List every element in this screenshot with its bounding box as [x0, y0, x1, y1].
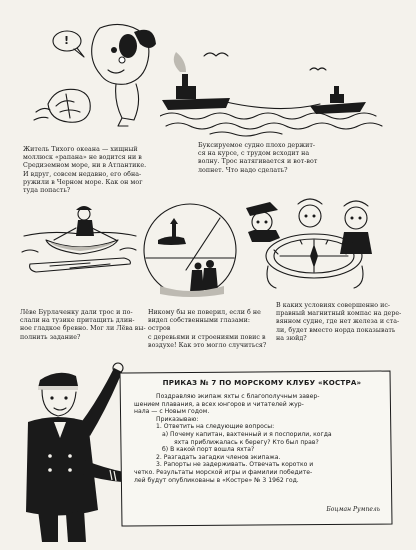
- order-item: лей будут опубликованы в «Костре» № 3 1962 год.: [134, 476, 299, 484]
- text-line: туда попасть?: [23, 187, 71, 195]
- text-line: Лёве Бурлаченку дали трос и по-: [20, 309, 133, 316]
- text-line: ли, будет вместо норда показывать: [276, 326, 396, 334]
- text-line: ное гладкое бревно. Мог ли Лёва вы-: [20, 325, 146, 333]
- illustration-dog-rapana: [30, 22, 158, 134]
- order-item: четко. Результаты морской игры и фамилии победите-: [134, 468, 313, 476]
- text-line: полнить задание?: [20, 333, 81, 341]
- order-intro-line: нала — с Новым годом.: [134, 408, 210, 416]
- illustration-boys-compass: [240, 194, 380, 294]
- text-line: ружили в Черном море. Как он мог: [23, 178, 143, 186]
- text-line: слали на тузике притащить длин-: [20, 317, 135, 325]
- order-item: 2. Разгадать загадки членов экипажа.: [156, 453, 281, 461]
- puzzle-towing-text: [198, 142, 358, 175]
- speech-exclamation: !: [64, 34, 70, 47]
- order-title: ПРИКАЗ № 7 ПО МОРСКОМУ КЛУБУ «КОСТРА»: [162, 378, 362, 387]
- text-line: ся на курсе, с трудом всходит на: [198, 150, 310, 158]
- text-line: воздухе! Как это могло случиться?: [148, 341, 267, 349]
- text-line: правный магнитный компас на дере-: [276, 310, 402, 318]
- text-line: В каких условиях совершенно ис-: [276, 302, 391, 309]
- order-label: Приказываю:: [156, 415, 199, 423]
- text-line: вянном судне, где нет железа и ста-: [276, 318, 400, 326]
- text-line: видел собственными глазами: остров: [148, 317, 251, 333]
- text-line: И вдруг, совсем недавно, его обна-: [23, 170, 142, 178]
- puzzle-rapana-text: [23, 146, 173, 195]
- illustration-boatswain: [14, 360, 134, 545]
- order-text: [134, 393, 388, 484]
- text-line: с деревьями и строениями повис в: [148, 333, 266, 341]
- text-line: волну. Трос натягивается и вот-вот: [198, 158, 318, 166]
- order-intro-line: Поздравляю экипаж яхты с благополучным завер-: [156, 393, 320, 400]
- illustration-mirage-circle: [140, 200, 240, 300]
- order-item: 1. Ответить на следующие вопросы:: [156, 423, 275, 431]
- puzzle-log-text: [20, 309, 148, 342]
- text-line: лопнет. Что надо сделать?: [198, 166, 288, 174]
- text-line: на зюйд?: [276, 334, 307, 342]
- illustration-towing-ship: [160, 40, 386, 140]
- order-item: 3. Рапорты не задерживать. Отвечать коротко и: [156, 461, 314, 469]
- illustration-boy-in-boat: [20, 200, 140, 280]
- order-intro-line: шением плавания, а всех юнгоров и читателей жур-: [134, 400, 304, 408]
- order-signature: Боцман Румпель: [326, 506, 380, 513]
- text-line: Никому бы не поверил, если б не: [148, 309, 261, 316]
- text-line: Средиземном море, ни в Атлантике.: [23, 162, 147, 170]
- puzzle-compass-text: [276, 302, 402, 343]
- order-item: яхта приближалась к берегу? Кто был прав?: [174, 438, 319, 446]
- order-item: а) Почему капитан, вахтенный и я поспорили, когда: [162, 430, 332, 438]
- puzzle-mirage-text: [148, 309, 274, 350]
- text-line: Житель Тихого океана — хищный: [23, 146, 138, 153]
- text-line: моллюск «рапана» не водится ни в: [23, 154, 142, 162]
- text-line: Буксируемое судно плохо держит-: [198, 142, 316, 149]
- order-item: б) В какой порт вошла яхта?: [162, 446, 255, 454]
